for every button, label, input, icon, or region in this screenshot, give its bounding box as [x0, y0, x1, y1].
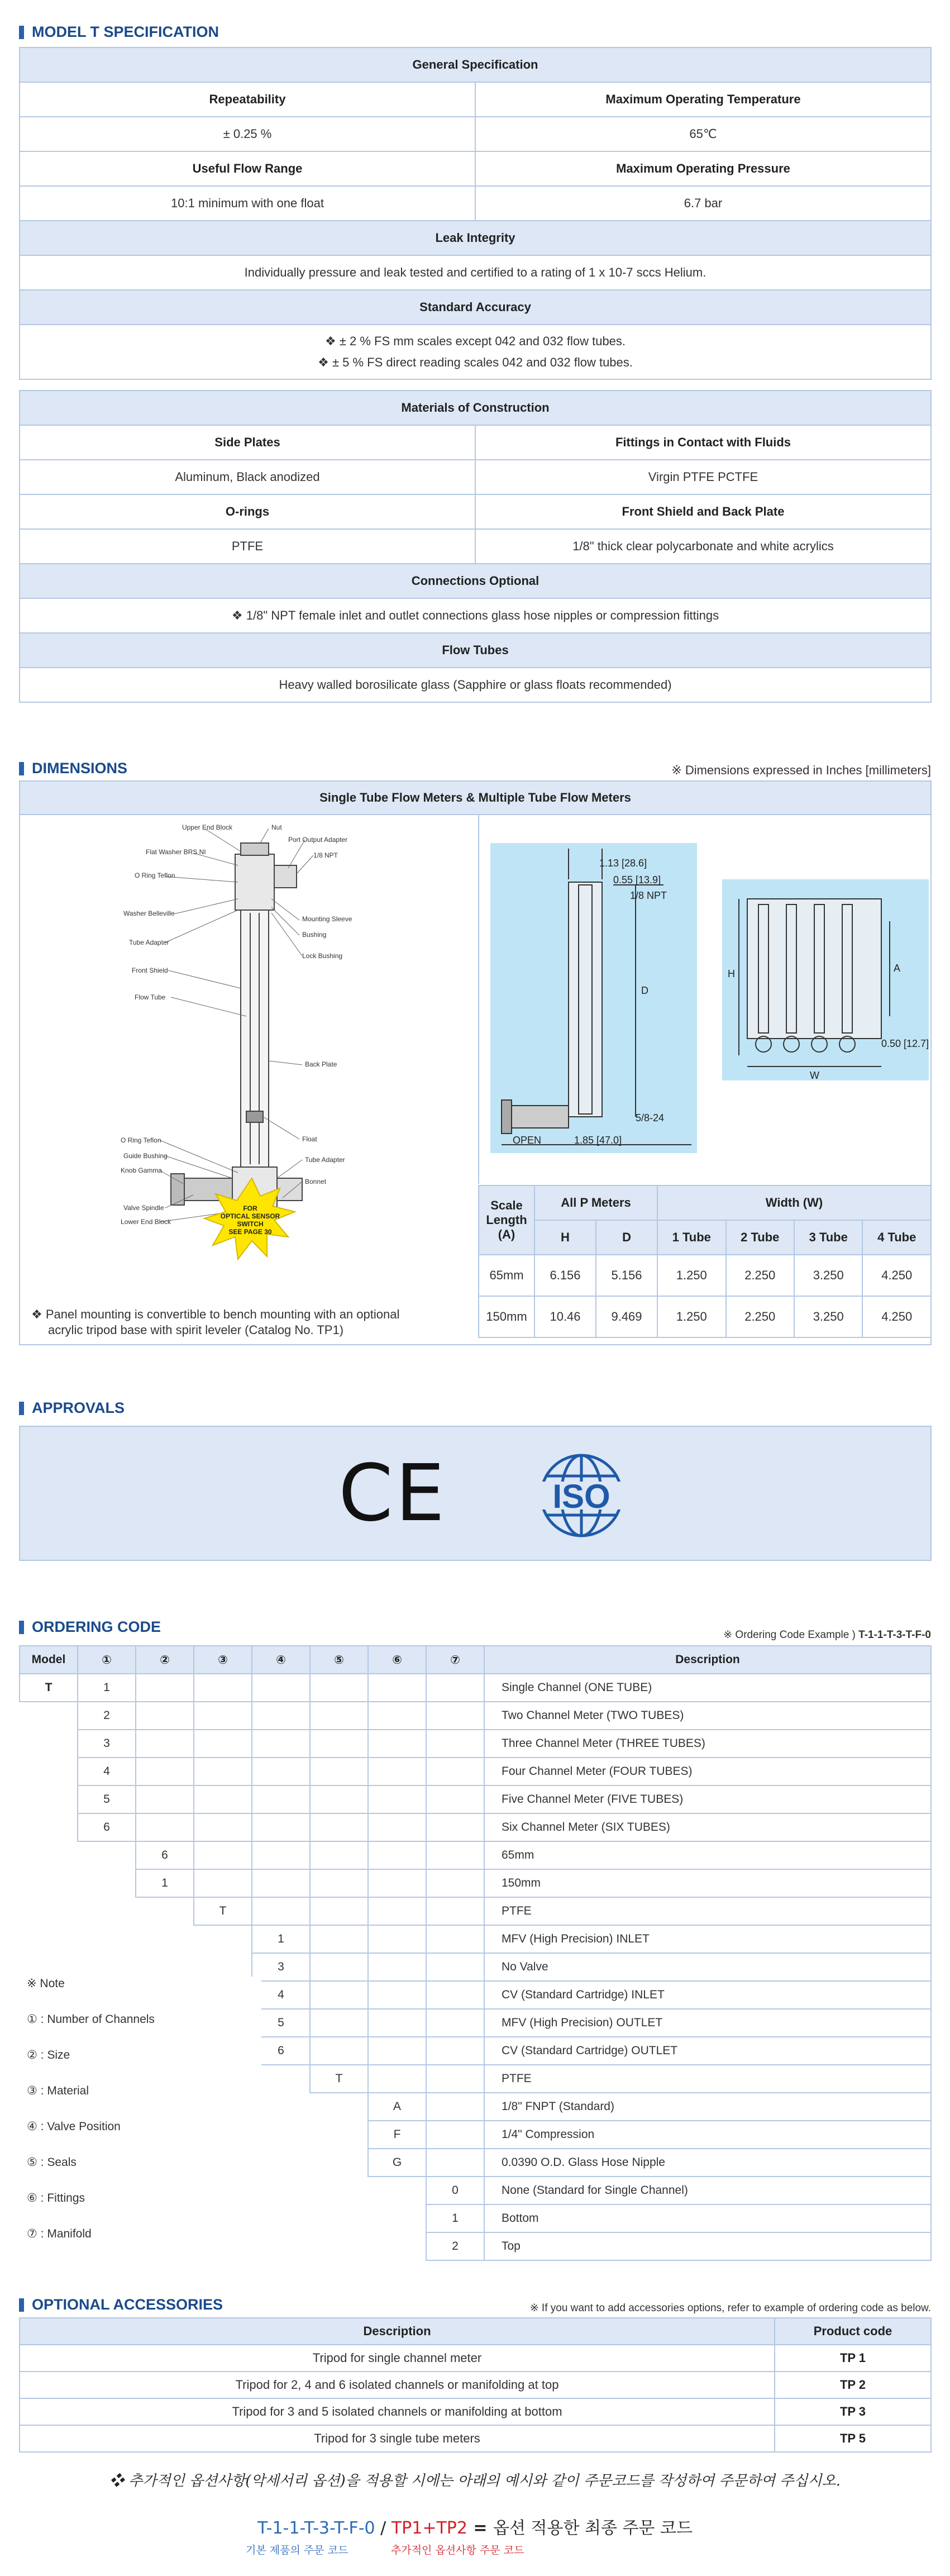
col-4: ④	[252, 1646, 310, 1674]
code-desc: Three Channel Meter (THREE TUBES)	[484, 1730, 931, 1758]
diagram-label: Flow Tube	[135, 993, 166, 1001]
code-desc: 150mm	[484, 1869, 931, 1897]
diagram-label: Lock Bushing	[302, 952, 343, 960]
ordering-notes	[27, 1977, 261, 2263]
col-product-code: Product code	[775, 2318, 931, 2345]
col-2-tube: 2 Tube	[726, 1220, 794, 1255]
col-description: Description	[484, 1646, 931, 1674]
note-item: ③ : Material	[27, 2084, 89, 2097]
drawing-label: D	[641, 985, 648, 996]
iso-logo	[531, 1448, 632, 1543]
code-desc: MFV (High Precision) OUTLET	[484, 2009, 931, 2037]
code-cell: 0	[426, 2177, 484, 2204]
materials-table	[19, 390, 932, 703]
code-cell: T	[194, 1897, 252, 1925]
table-cell: 4.250	[862, 1296, 931, 1337]
dimensions-heading: DIMENSIONS	[19, 760, 127, 777]
code-cell: G	[368, 2149, 426, 2177]
diagram-label: Upper End Block	[182, 823, 233, 831]
code-desc: 1/8" FNPT (Standard)	[484, 2093, 931, 2121]
code-desc: PTFE	[484, 2065, 931, 2093]
accessories-table	[19, 2317, 932, 2453]
code-desc: CV (Standard Cartridge) INLET	[484, 1981, 931, 2009]
spec-heading: MODEL T SPECIFICATION	[19, 23, 219, 41]
accuracy-line-2: ❖ ± 5 % FS direct reading scales 042 and 032 flow tubes.	[318, 355, 633, 369]
table-row	[479, 1255, 931, 1296]
col-accessory-description: Description	[20, 2318, 775, 2345]
diagram-label: Nut	[271, 823, 282, 831]
code-desc: No Valve	[484, 1953, 931, 1981]
col-5: ⑤	[310, 1646, 368, 1674]
side-plates-value: Aluminum, Black anodized	[20, 460, 475, 494]
panel-note-line-2: acrylic tripod base with spirit leveler (Catalog No. TP1)	[48, 1323, 344, 1337]
ordering-example: ※ Ordering Code Example ) T-1-1-T-3-T-F-0	[723, 1629, 931, 1641]
sub-accessory-label: 추가적인 옵션사항 주문 코드	[391, 2544, 524, 2556]
table-cell: 5.156	[596, 1255, 657, 1296]
table-row	[20, 2345, 931, 2372]
accessories-heading: OPTIONAL ACCESSORIES	[19, 2296, 223, 2313]
drawing-label: 1.85 [47.0]	[574, 1135, 622, 1146]
diagram-label: Valve Spindle	[123, 1204, 164, 1212]
sub-base-label: 기본 제품의 주문 코드	[246, 2544, 349, 2556]
code-cell: F	[368, 2121, 426, 2149]
code-cell: 2	[78, 1702, 136, 1730]
code-final-label: 옵션 적용한 최종 주문 코드	[493, 2518, 693, 2538]
diagram-label: Front Shield	[132, 966, 168, 974]
col-model: Model	[20, 1646, 78, 1674]
code-cell: 1	[136, 1869, 194, 1897]
drawing-label: A	[894, 963, 901, 974]
tubes-value: Heavy walled borosilicate glass (Sapphire or glass floats recommended)	[20, 668, 931, 702]
table-cell: 2.250	[726, 1296, 794, 1337]
dimensions-panel	[19, 780, 932, 1345]
approvals-heading: APPROVALS	[19, 1399, 125, 1417]
final-order-code	[0, 2514, 950, 2539]
col-1-tube: 1 Tube	[657, 1220, 725, 1255]
table-cell: 1.250	[657, 1296, 725, 1337]
code-cell: 1	[252, 1925, 310, 1953]
max-temp-value: 65℃	[475, 117, 931, 151]
leak-value: Individually pressure and leak tested and certified to a rating of 1 x 10-7 sccs Helium.	[20, 255, 931, 290]
drawing-label: 1/8 NPT	[630, 890, 667, 901]
diagram-label: O Ring Teflon	[121, 1136, 161, 1144]
drawing-label: 5/8-24	[636, 1112, 665, 1123]
col-h: H	[534, 1220, 596, 1255]
accuracy-line-1: ❖ ± 2 % FS mm scales except 042 and 032 flow tubes.	[324, 334, 626, 348]
diagram-label: Guide Bushing	[123, 1152, 168, 1160]
spec-table	[19, 47, 932, 380]
approvals-panel	[19, 1426, 932, 1561]
note-item: ⑥ : Fittings	[27, 2192, 85, 2204]
table-cell: 10.46	[534, 1296, 596, 1337]
starburst-text: FOR	[243, 1204, 257, 1212]
panel-mounting-note	[31, 1307, 399, 1338]
dimensions-note: ※ Dimensions expressed in Inches [millimeters]	[671, 763, 931, 777]
starburst-text: SWITCH	[237, 1220, 264, 1228]
accessories-note: ※ If you want to add accessories options, refer to example of ordering code as below.	[529, 2302, 931, 2314]
ordering-heading: ORDERING CODE	[19, 1618, 161, 1636]
code-cell: T	[310, 2065, 368, 2093]
col-d: D	[596, 1220, 657, 1255]
code-desc: 65mm	[484, 1841, 931, 1869]
table-cell: 9.469	[596, 1296, 657, 1337]
code-desc: 0.0390 O.D. Glass Hose Nipple	[484, 2149, 931, 2177]
code-cell: 1	[78, 1674, 136, 1702]
orings-value: PTFE	[20, 529, 475, 564]
diagram-label: Knob Gamma	[121, 1166, 163, 1174]
table-cell: Tripod for 3 and 5 isolated channels or manifolding at bottom	[20, 2398, 775, 2425]
table-cell: TP 2	[775, 2372, 931, 2398]
code-desc: CV (Standard Cartridge) OUTLET	[484, 2037, 931, 2065]
note-item: ④ : Valve Position	[27, 2120, 121, 2133]
diagram-label: Tube Adapter	[129, 939, 169, 946]
col-width: Width (W)	[657, 1185, 931, 1220]
diagram-label: 1/8 NPT	[313, 851, 338, 859]
diagram-label: Bonnet	[305, 1178, 327, 1185]
code-cell: 6	[136, 1841, 194, 1869]
table-cell: TP 5	[775, 2425, 931, 2452]
starburst-text: SEE PAGE 30	[228, 1228, 272, 1236]
code-cell: 6	[78, 1813, 136, 1841]
dimensions-table-title: Single Tube Flow Meters & Multiple Tube Flow Meters	[20, 782, 930, 815]
table-cell: Tripod for single channel meter	[20, 2345, 775, 2372]
code-cell: 3	[78, 1730, 136, 1758]
table-cell: 3.250	[794, 1255, 862, 1296]
shield-label: Front Shield and Back Plate	[475, 494, 931, 529]
code-cell: 4	[78, 1758, 136, 1785]
code-desc: Four Channel Meter (FOUR TUBES)	[484, 1758, 931, 1785]
table-cell: TP 1	[775, 2345, 931, 2372]
code-separator: /	[375, 2518, 392, 2538]
max-temp-label: Maximum Operating Temperature	[475, 82, 931, 117]
drawing-label: W	[810, 1070, 819, 1081]
table-cell: 4.250	[862, 1255, 931, 1296]
materials-title: Materials of Construction	[20, 391, 931, 425]
table-cell: 65mm	[479, 1255, 534, 1296]
table-row	[20, 2398, 931, 2425]
col-scale-length: Scale Length (A)	[479, 1185, 534, 1255]
col-3-tube: 3 Tube	[794, 1220, 862, 1255]
code-desc: Single Channel (ONE TUBE)	[484, 1674, 931, 1702]
max-pressure-value: 6.7 bar	[475, 186, 931, 221]
dimension-drawings	[479, 815, 933, 1184]
ce-mark: CE	[338, 1448, 447, 1539]
code-cell: 6	[252, 2037, 310, 2065]
col-1: ①	[78, 1646, 136, 1674]
diagram-label: Bushing	[302, 931, 327, 939]
note-item: ① : Number of Channels	[27, 2013, 155, 2026]
orings-label: O-rings	[20, 494, 475, 529]
flow-range-label: Useful Flow Range	[20, 151, 475, 186]
table-cell: 1.250	[657, 1255, 725, 1296]
accuracy-title: Standard Accuracy	[20, 290, 931, 325]
note-item: ② : Size	[27, 2049, 70, 2061]
leak-title: Leak Integrity	[20, 221, 931, 255]
code-desc: Top	[484, 2232, 931, 2260]
diagram-label: O Ring Teflon	[135, 872, 175, 879]
note-item: ※ Note	[27, 1977, 65, 1990]
drawing-label: 1.13 [28.6]	[599, 858, 647, 869]
code-cell: A	[368, 2093, 426, 2121]
drawing-label: OPEN	[513, 1135, 542, 1146]
side-plates-label: Side Plates	[20, 425, 475, 460]
note-item: ⑤ : Seals	[27, 2156, 77, 2169]
table-cell: Tripod for 3 single tube meters	[20, 2425, 775, 2452]
diagram-label: Lower End Block	[121, 1218, 171, 1226]
drawing-label: 0.55 [13.9]	[613, 874, 661, 885]
col-all-p-meters: All P Meters	[534, 1185, 657, 1220]
flow-range-value: 10:1 minimum with one float	[20, 186, 475, 221]
code-equals: =	[467, 2518, 494, 2538]
repeatability-label: Repeatability	[20, 82, 475, 117]
table-cell: 6.156	[534, 1255, 596, 1296]
code-accessory: TP1+TP2	[391, 2518, 467, 2538]
flowmeter-cross-section-diagram	[121, 821, 389, 1262]
code-desc: None (Standard for Single Channel)	[484, 2177, 931, 2204]
col-6: ⑥	[368, 1646, 426, 1674]
connections-title: Connections Optional	[20, 564, 931, 598]
table-cell: 3.250	[794, 1296, 862, 1337]
table-cell: 2.250	[726, 1255, 794, 1296]
code-desc: Six Channel Meter (SIX TUBES)	[484, 1813, 931, 1841]
code-desc: Five Channel Meter (FIVE TUBES)	[484, 1785, 931, 1813]
fittings-label: Fittings in Contact with Fluids	[475, 425, 931, 460]
panel-note-line-1: ❖ Panel mounting is convertible to bench mounting with an optional	[31, 1307, 400, 1321]
code-desc: PTFE	[484, 1897, 931, 1925]
code-desc: Two Channel Meter (TWO TUBES)	[484, 1702, 931, 1730]
fittings-value: Virgin PTFE PCTFE	[475, 460, 931, 494]
col-2: ②	[136, 1646, 194, 1674]
diagram-label: Port Output Adapter	[288, 836, 348, 844]
note-item: ⑦ : Manifold	[27, 2227, 92, 2240]
drawing-area	[478, 815, 932, 1184]
col-7: ⑦	[426, 1646, 484, 1674]
col-3: ③	[194, 1646, 252, 1674]
code-cell: 3	[252, 1953, 310, 1981]
code-cell: 5	[252, 2009, 310, 2037]
code-cell: 1	[426, 2204, 484, 2232]
connections-value: ❖ 1/8" NPT female inlet and outlet connections glass hose nipples or compression fittings	[20, 598, 931, 633]
iso-text: ISO	[552, 1478, 610, 1515]
table-row	[20, 2425, 931, 2452]
table-row	[20, 2372, 931, 2398]
table-row	[479, 1296, 931, 1337]
max-pressure-label: Maximum Operating Pressure	[475, 151, 931, 186]
diagram-label: Flat Washer BRS NI	[146, 848, 206, 856]
model-code: T	[20, 1674, 78, 1702]
korean-order-note: ❖ 추가적인 옵션사항(악세서리 옵션)을 적용할 시에는 아래의 예시와 같이 주문코드를 작성하여 주문하여 주십시오.	[109, 2473, 841, 2489]
dimension-table	[478, 1185, 932, 1338]
code-cell: 4	[252, 1981, 310, 2009]
tubes-title: Flow Tubes	[20, 633, 931, 668]
diagram-label: Float	[302, 1135, 317, 1143]
general-spec-title: General Specification	[20, 47, 931, 82]
code-cell: 5	[78, 1785, 136, 1813]
diagram-label: Back Plate	[305, 1060, 337, 1068]
table-cell: 150mm	[479, 1296, 534, 1337]
table-cell: TP 3	[775, 2398, 931, 2425]
diagram-label: Mounting Sleeve	[302, 915, 352, 923]
repeatability-value: ± 0.25 %	[20, 117, 475, 151]
col-4-tube: 4 Tube	[862, 1220, 931, 1255]
shield-value: 1/8" thick clear polycarbonate and white acrylics	[475, 529, 931, 564]
code-desc: Bottom	[484, 2204, 931, 2232]
code-cell: 2	[426, 2232, 484, 2260]
ordering-example-code: T-1-1-T-3-T-F-0	[858, 1629, 931, 1641]
code-base: T-1-1-T-3-T-F-0	[257, 2518, 375, 2538]
starburst-text: OPTICAL SENSOR	[220, 1212, 280, 1220]
code-desc: 1/4" Compression	[484, 2121, 931, 2149]
drawing-label: H	[728, 968, 735, 979]
drawing-label: 0.50 [12.7]	[881, 1038, 929, 1049]
code-desc: MFV (High Precision) INLET	[484, 1925, 931, 1953]
diagram-label: Tube Adapter	[305, 1156, 345, 1164]
diagram-label: Washer Belleville	[123, 910, 175, 917]
table-cell: Tripod for 2, 4 and 6 isolated channels or manifolding at top	[20, 2372, 775, 2398]
